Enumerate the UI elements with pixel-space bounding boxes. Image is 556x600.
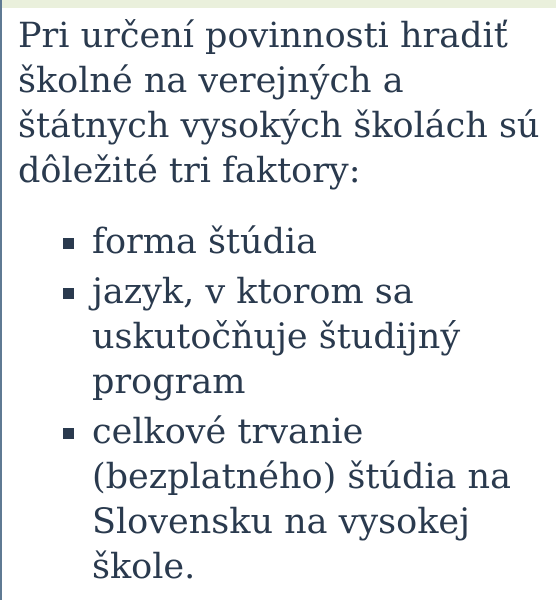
factor-list — [0, 220, 556, 595]
top-accent-band — [0, 0, 556, 8]
list-item — [0, 220, 542, 265]
square-bullet-icon — [63, 428, 74, 439]
list-item-text: jazyk, v ktorom sa uskutočňuje študijný program — [92, 272, 461, 402]
square-bullet-icon — [63, 288, 74, 299]
list-item-text: celkové trvanie (bezplatného) štúdia na Slovensku na vysokej škole. — [92, 412, 511, 587]
square-bullet-icon — [63, 238, 74, 249]
list-item — [0, 410, 542, 590]
list-item-text: forma štúdia — [92, 222, 317, 262]
intro-paragraph: Pri určení povinnosti hradiť školné na verejných a štátnych vysokých školách sú dôležité tri faktory: — [18, 16, 540, 191]
list-item — [0, 270, 542, 405]
